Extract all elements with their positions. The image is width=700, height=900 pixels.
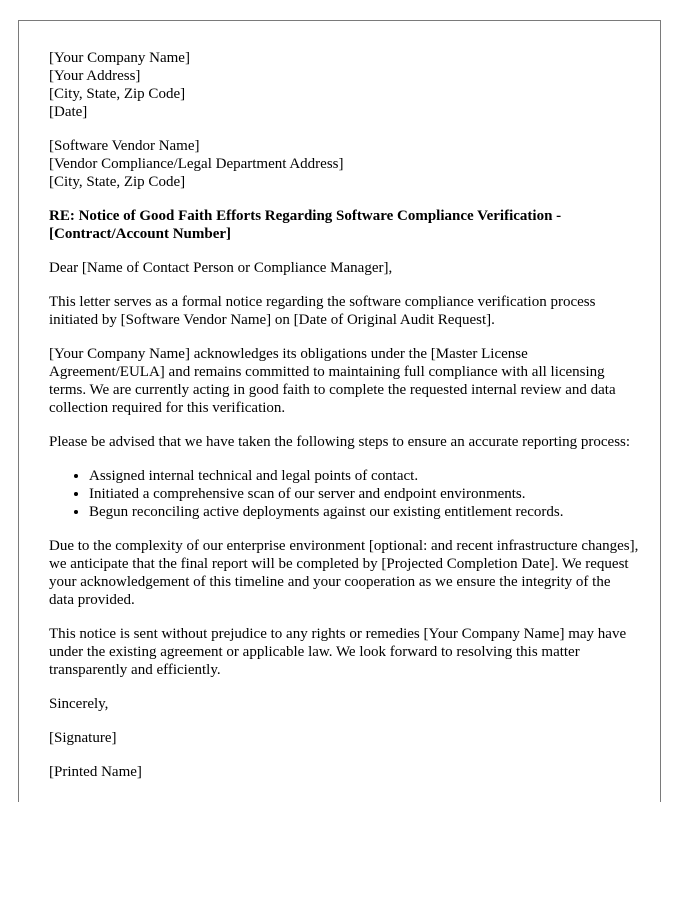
letter-date: [Date] [49, 104, 88, 120]
recipient-department-address: [Vendor Compliance/Legal Department Address] [49, 156, 344, 172]
sender-block [49, 49, 639, 121]
paragraph-intro: This letter serves as a formal notice regarding the software compliance verification process initiated by [Software Vendor Name] on [Date of Original Audit Request]. [49, 294, 596, 328]
subject-line [49, 207, 639, 243]
paragraph-timeline: Due to the complexity of our enterprise environment [optional: and recent infrastructure changes], we anticipate that the final report will be completed by [Projected Completion Date]. We request your acknowledgement of this timeline and your cooperation as we ensure the integrity of the data provided. [49, 538, 639, 608]
letter-page [18, 20, 661, 802]
paragraph-reservation: This notice is sent without prejudice to any rights or remedies [Your Company Name] may have under the existing agreement or applicable law. We look forward to resolving this matter transparently and efficiently. [49, 626, 627, 678]
subject-line-1: RE: Notice of Good Faith Efforts Regarding Software Compliance Verification - [49, 208, 562, 224]
letter-body [49, 49, 639, 797]
valediction: Sincerely, [49, 696, 109, 712]
recipient-block [49, 137, 639, 191]
list-item: • Begun reconciling active deployments against our existing entitlement records. [89, 503, 639, 521]
subject-line-2: [Contract/Account Number] [49, 226, 232, 242]
signature-placeholder: [Signature] [49, 730, 117, 746]
printed-name-placeholder: [Printed Name] [49, 764, 142, 780]
recipient-vendor: [Software Vendor Name] [49, 138, 200, 154]
list-item: • Initiated a comprehensive scan of our server and endpoint environments. [89, 485, 639, 503]
recipient-city-state-zip: [City, State, Zip Code] [49, 174, 186, 190]
sender-address: [Your Address] [49, 68, 141, 84]
paragraph-steps-intro: Please be advised that we have taken the following steps to ensure an accurate reporting process: [49, 434, 631, 450]
paragraph-obligations: [Your Company Name] acknowledges its obligations under the [Master License Agreement/EULA] and remains committed to maintaining full compliance with all licensing terms. We are currently acting in good faith to complete the requested internal review and data collection required for this verification. [49, 346, 616, 416]
sender-company: [Your Company Name] [49, 50, 190, 66]
list-item: • Assigned internal technical and legal points of contact. [89, 467, 639, 485]
sender-city-state-zip: [City, State, Zip Code] [49, 86, 186, 102]
steps-list [49, 467, 639, 521]
salutation: Dear [Name of Contact Person or Compliance Manager], [49, 260, 393, 276]
